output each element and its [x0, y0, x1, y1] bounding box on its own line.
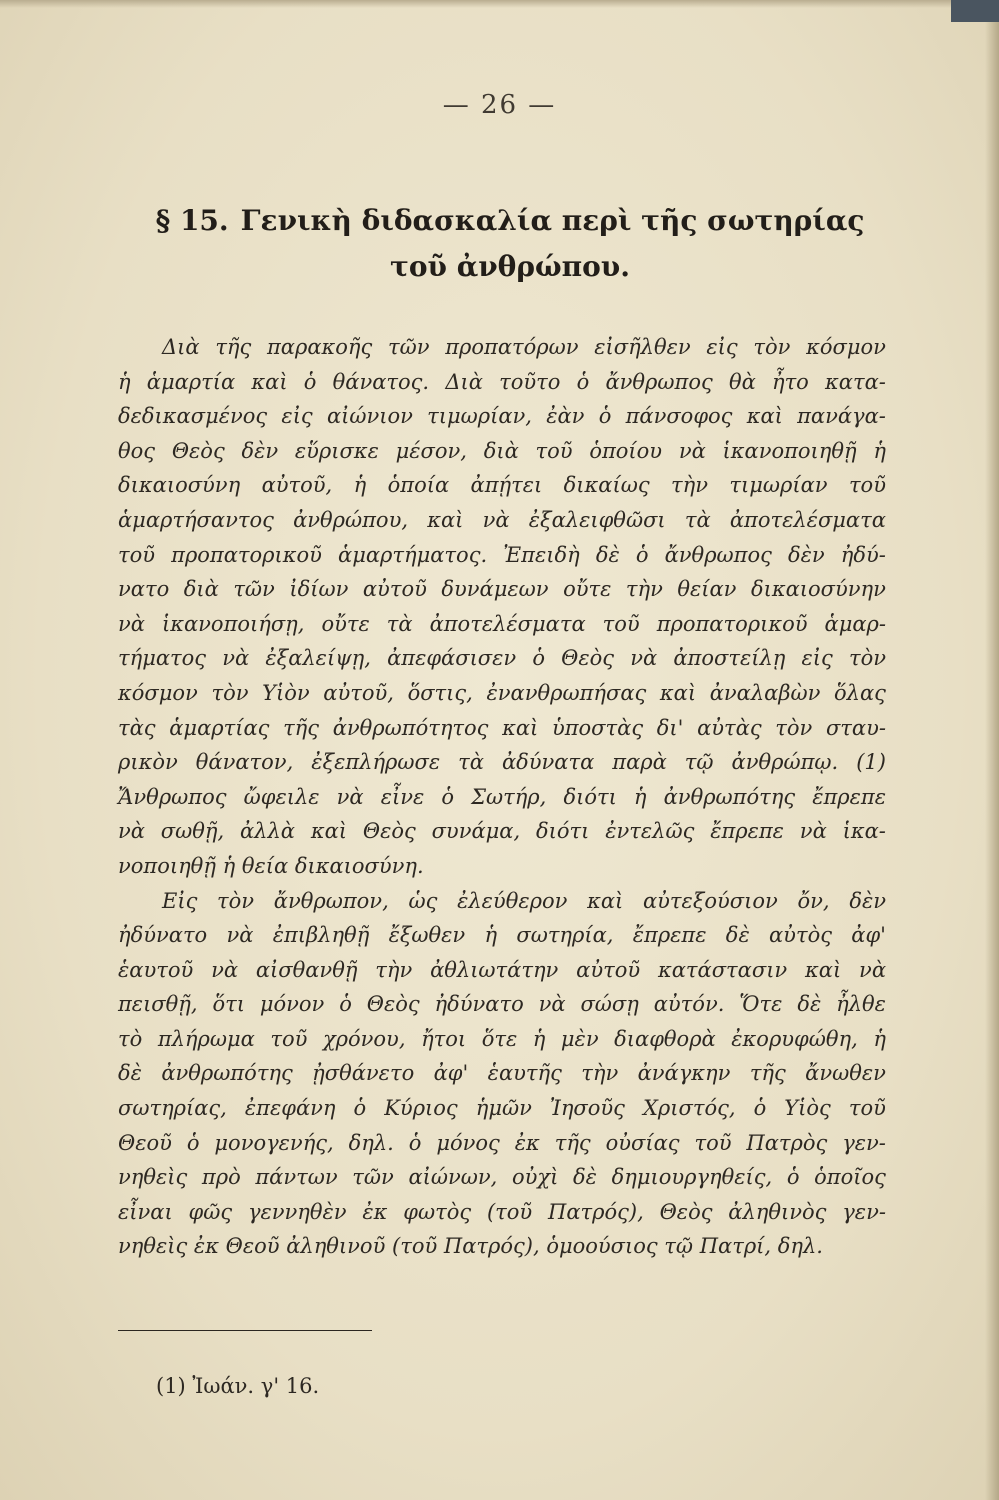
heading-title: Γενικὴ διδασκαλία περὶ τῆς σωτηρίας — [240, 204, 865, 237]
text-line: ρικὸν θάνατον, ἐξεπλήρωσε τὰ ἀδύνατα παρὰ τῷ ἀνθρώπῳ. (1) — [118, 750, 886, 775]
footnote: (1) Ἰωάν. γ' 16. — [156, 1374, 320, 1398]
text-line: ἡ ἁμαρτία καὶ ὁ θάνατος. Διὰ τοῦτο ὁ ἄνθρωπος θὰ ἦτο κατα- — [118, 369, 886, 394]
text-line: ἠδύνατο νὰ ἐπιβληθῇ ἔξωθεν ἡ σωτηρία, ἔπρεπε δὲ αὐτὸς ἀφ' — [118, 923, 886, 948]
text-line: εἶναι φῶς γεννηθὲν ἐκ φωτὸς (τοῦ Πατρός), Θεὸς ἀληθινὸς γεν- — [118, 1199, 886, 1224]
text-line: νηθεὶς πρὸ πάντων τῶν αἰώνων, οὐχὶ δὲ δημιουργηθείς, ὁ ὁποῖος — [118, 1165, 886, 1190]
text-line: ἑαυτοῦ νὰ αἰσθανθῇ τὴν ἀθλιωτάτην αὐτοῦ κατάστασιν καὶ νὰ — [118, 957, 886, 982]
text-line: σωτηρίας, ἐπεφάνη ὁ Κύριος ἡμῶν Ἰησοῦς Χριστός, ὁ Υἱὸς τοῦ — [118, 1096, 886, 1121]
text-line: νὰ σωθῇ, ἀλλὰ καὶ Θεὸς συνάμα, διότι ἐντελῶς ἔπρεπε νὰ ἱκα- — [118, 819, 886, 844]
page-right-edge — [985, 0, 999, 1500]
text-line: τοῦ προπατορικοῦ ἁμαρτήματος. Ἐπειδὴ δὲ ὁ ἄνθρωπος δὲν ἠδύ- — [118, 542, 886, 567]
text-line: πεισθῇ, ὅτι μόνον ὁ Θεὸς ἠδύνατο νὰ σώσῃ αὐτόν. Ὅτε δὲ ἦλθε — [118, 992, 886, 1017]
section-heading — [130, 198, 890, 290]
text-line: τὸ πλήρωμα τοῦ χρόνου, ἤτοι ὅτε ἡ μὲν διαφθορὰ ἐκορυφώθη, ἡ — [118, 1026, 886, 1051]
text-line: Εἰς τὸν ἄνθρωπον, ὡς ἐλεύθερον καὶ αὐτεξούσιον ὄν, δὲν — [162, 888, 886, 913]
text-line: τήματος νὰ ἐξαλείψῃ, ἀπεφάσισεν ὁ Θεὸς νὰ ἀποστείλῃ εἰς τὸν — [118, 646, 886, 671]
text-line: νὰ ἱκανοποιήσῃ, οὔτε τὰ ἀποτελέσματα τοῦ προπατορικοῦ ἁμαρ- — [118, 611, 886, 636]
corner-tab — [951, 0, 999, 22]
page-number: — 26 — — [442, 90, 557, 120]
text-line: θος Θεὸς δὲν εὕρισκε μέσον, διὰ τοῦ ὁποίου νὰ ἱκανοποιηθῇ ἡ — [118, 438, 886, 463]
text-line: δεδικασμένος εἰς αἰώνιον τιμωρίαν, ἐὰν ὁ πάνσοφος καὶ πανάγα- — [118, 404, 886, 429]
text-line: νοποιηθῇ ἡ θεία δικαιοσύνη. — [118, 853, 424, 878]
body-text — [118, 330, 886, 1264]
text-line: κόσμον τὸν Υἱὸν αὐτοῦ, ὅστις, ἐνανθρωπήσας καὶ ἀναλαβὼν ὅλας — [118, 680, 886, 705]
section-number: § 15. — [155, 204, 229, 237]
text-line: Θεοῦ ὁ μονογενής, δηλ. ὁ μόνος ἐκ τῆς οὐσίας τοῦ Πατρὸς γεν- — [118, 1130, 886, 1155]
heading-line-1 — [130, 198, 890, 244]
text-line: δικαιοσύνη αὐτοῦ, ἡ ὁποία ἀπῄτει δικαίως τὴν τιμωρίαν τοῦ — [118, 473, 886, 498]
text-line: δὲ ἀνθρωπότης ᾐσθάνετο ἀφ' ἑαυτῆς τὴν ἀνάγκην τῆς ἄνωθεν — [118, 1061, 886, 1086]
page-top-edge — [0, 0, 999, 8]
text-line: τὰς ἁμαρτίας τῆς ἀνθρωπότητος καὶ ὑποστὰς δι' αὐτὰς τὸν σταυ- — [118, 715, 886, 740]
text-line: νατο διὰ τῶν ἰδίων αὐτοῦ δυνάμεων οὔτε τὴν θείαν δικαιοσύνην — [118, 577, 886, 602]
text-line: Ἄνθρωπος ὤφειλε νὰ εἶνε ὁ Σωτήρ, διότι ἡ ἀνθρωπότης ἔπρεπε — [118, 784, 886, 809]
text-line: νηθεὶς ἐκ Θεοῦ ἀληθινοῦ (τοῦ Πατρός), ὁμοούσιος τῷ Πατρί, δηλ. — [118, 1234, 823, 1259]
text-line: ἁμαρτήσαντος ἀνθρώπου, καὶ νὰ ἐξαλειφθῶσι τὰ ἀποτελέσματα — [118, 507, 886, 532]
footnote-rule — [118, 1330, 372, 1331]
heading-line-2: τοῦ ἀνθρώπου. — [390, 250, 630, 283]
text-line: Διὰ τῆς παρακοῆς τῶν προπατόρων εἰσῆλθεν εἰς τὸν κόσμον — [162, 335, 886, 359]
